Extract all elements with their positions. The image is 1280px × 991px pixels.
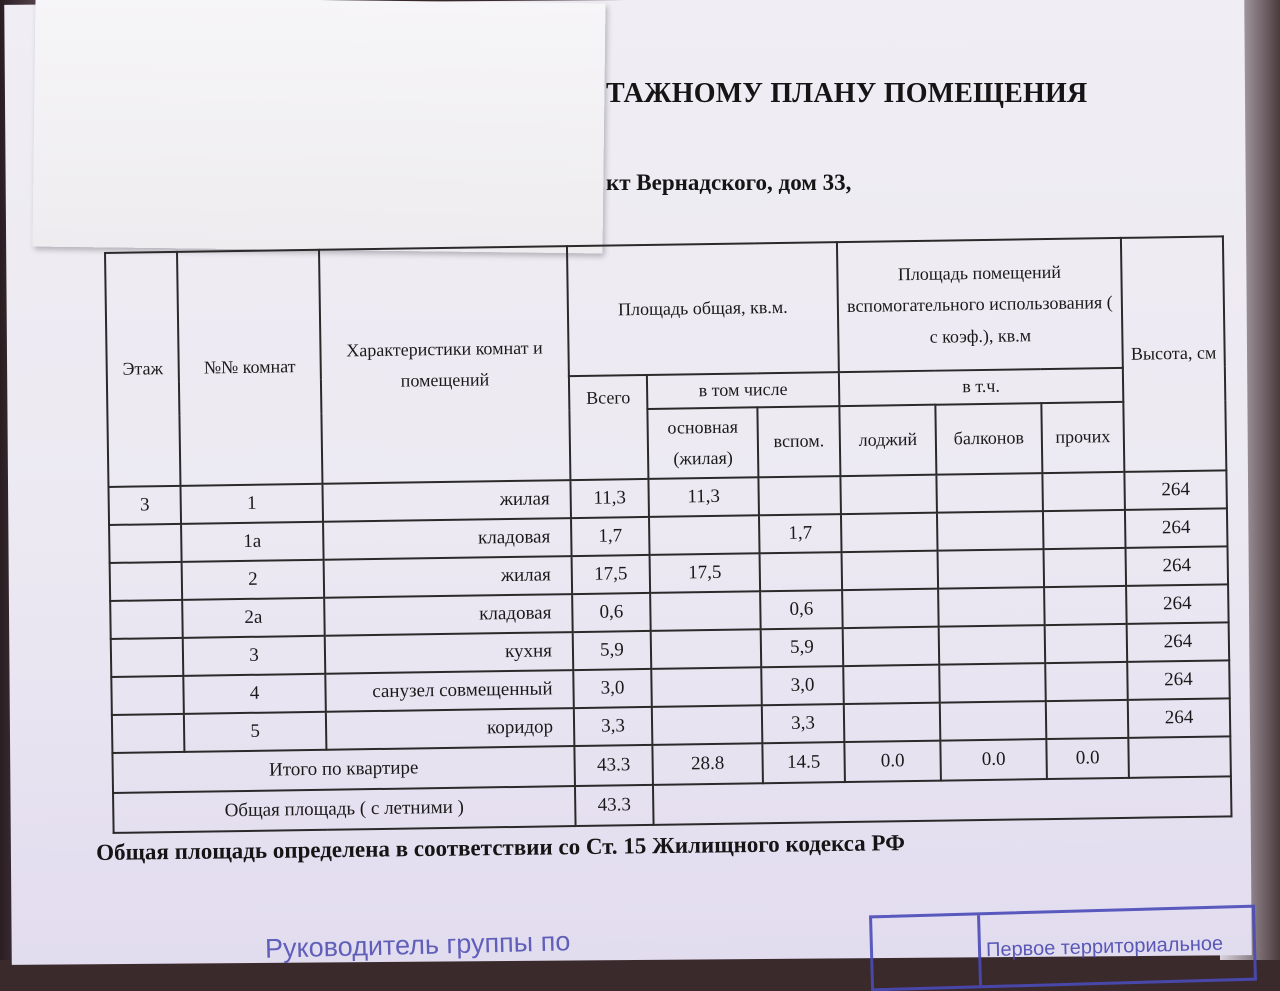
cell-other xyxy=(1045,624,1128,663)
cell-total: 17,5 xyxy=(572,555,651,594)
cell-balcony xyxy=(938,549,1045,589)
cell-balcony xyxy=(936,473,1043,513)
header-height: Высота, см xyxy=(1121,236,1226,471)
header-aux-area-group: Площадь помещений вспомогательного использования ( с коэф.), кв.м xyxy=(837,238,1123,372)
cell-type: жилая xyxy=(322,480,571,522)
totals-other: 0.0 xyxy=(1046,738,1129,779)
cell-aux: 5,9 xyxy=(761,628,844,667)
cell-main xyxy=(651,629,762,669)
cell-loggia xyxy=(844,703,941,742)
cell-type: кухня xyxy=(325,632,574,674)
cell-other xyxy=(1042,472,1125,511)
cell-total: 5,9 xyxy=(573,631,652,670)
cell-type: кладовая xyxy=(323,518,572,560)
cell-floor xyxy=(110,600,183,639)
cell-aux: 1,7 xyxy=(759,514,842,553)
cell-aux xyxy=(758,476,841,515)
header-total: Всего xyxy=(569,375,649,480)
cell-total: 3,0 xyxy=(573,669,652,708)
header-floor: Этаж xyxy=(105,252,180,487)
header-including: в том числе xyxy=(647,372,839,409)
totals-loggia: 0.0 xyxy=(844,741,941,782)
totals-main: 28.8 xyxy=(652,743,763,785)
cell-aux: 3,0 xyxy=(761,666,844,705)
cell-height: 264 xyxy=(1125,508,1228,548)
cell-balcony xyxy=(940,701,1047,741)
cell-room: 2 xyxy=(182,560,325,600)
cell-type: кладовая xyxy=(324,594,573,636)
totals-aux: 14.5 xyxy=(762,742,845,783)
cell-type: санузел совмещенный xyxy=(325,670,574,712)
header-aux: вспом. xyxy=(757,406,840,477)
cell-height: 264 xyxy=(1127,660,1230,700)
header-area-total-group: Площадь общая, кв.м. xyxy=(567,242,839,376)
cell-room: 2а xyxy=(182,598,325,638)
stamp-left-text: Руководитель группы по xyxy=(264,926,571,964)
cell-floor: 3 xyxy=(108,486,181,525)
cell-main xyxy=(650,591,761,631)
cell-room: 5 xyxy=(184,712,327,752)
cell-balcony xyxy=(937,511,1044,551)
cell-main xyxy=(652,705,763,745)
cell-other xyxy=(1044,548,1127,587)
cell-height: 264 xyxy=(1124,470,1227,510)
cell-floor xyxy=(111,638,184,677)
cell-floor xyxy=(112,714,185,753)
header-balconies: балконов xyxy=(935,403,1042,475)
sticky-note xyxy=(32,0,605,253)
document-title: ТАЖНОМУ ПЛАНУ ПОМЕЩЕНИЯ xyxy=(606,78,1088,109)
cell-height: 264 xyxy=(1126,584,1229,624)
header-rooms: №№ комнат xyxy=(177,250,322,486)
header-incl-short: в т.ч. xyxy=(839,368,1123,406)
cell-floor xyxy=(111,676,184,715)
cell-total: 3,3 xyxy=(574,707,653,746)
stamp-right-text: Первое территориальное xyxy=(985,932,1224,962)
totals-height-empty xyxy=(1128,736,1231,778)
cell-room: 3 xyxy=(183,636,326,676)
footer-note: Общая площадь определена в соответствии со Ст. 15 Жилищного кодекса РФ xyxy=(96,830,906,865)
header-loggias: лоджий xyxy=(839,405,936,476)
cell-total: 1,7 xyxy=(571,517,650,556)
header-main: основная (жилая) xyxy=(647,407,758,479)
summer-label: Общая площадь ( с летними ) xyxy=(113,786,576,833)
cell-other xyxy=(1043,510,1126,549)
floor-plan-table xyxy=(104,235,1233,834)
cell-other xyxy=(1045,662,1128,701)
floor-plan-table-wrapper xyxy=(104,235,1233,834)
cell-room: 1 xyxy=(180,484,323,524)
cell-room: 1а xyxy=(181,522,324,562)
summer-total: 43.3 xyxy=(575,785,654,826)
cell-height: 264 xyxy=(1126,546,1229,586)
summer-empty xyxy=(653,776,1232,825)
cell-main xyxy=(649,515,760,555)
cell-type: жилая xyxy=(324,556,573,598)
cell-loggia xyxy=(843,627,940,666)
header-characteristics: Характеристики комнат и помещений xyxy=(319,246,570,484)
cell-loggia xyxy=(842,551,939,590)
cell-aux: 0,6 xyxy=(760,590,843,629)
cell-loggia xyxy=(841,513,938,552)
cell-type: коридор xyxy=(326,708,575,750)
cell-balcony xyxy=(939,663,1046,703)
cell-floor xyxy=(109,524,182,563)
totals-total: 43.3 xyxy=(574,745,653,786)
cell-main xyxy=(651,667,762,707)
cell-loggia xyxy=(842,589,939,628)
cell-balcony xyxy=(938,587,1045,627)
totals-label: Итого по квартире xyxy=(112,746,575,793)
cell-loggia xyxy=(843,665,940,704)
cell-floor xyxy=(110,562,183,601)
cell-total: 11,3 xyxy=(570,479,649,518)
document-address: кт Вернадского, дом 33, xyxy=(606,170,852,195)
cell-other xyxy=(1046,700,1129,739)
cell-room: 4 xyxy=(183,674,326,714)
cell-main: 11,3 xyxy=(648,477,759,517)
cell-height: 264 xyxy=(1128,698,1231,738)
header-other: прочих xyxy=(1041,402,1124,473)
cell-total: 0,6 xyxy=(572,593,651,632)
totals-balcony: 0.0 xyxy=(940,739,1047,781)
cell-other xyxy=(1044,586,1127,625)
cell-aux: 3,3 xyxy=(762,704,845,743)
cell-loggia xyxy=(840,475,937,514)
cell-balcony xyxy=(939,625,1046,665)
cell-main: 17,5 xyxy=(650,553,761,593)
cell-height: 264 xyxy=(1127,622,1230,662)
cell-aux xyxy=(760,552,843,591)
